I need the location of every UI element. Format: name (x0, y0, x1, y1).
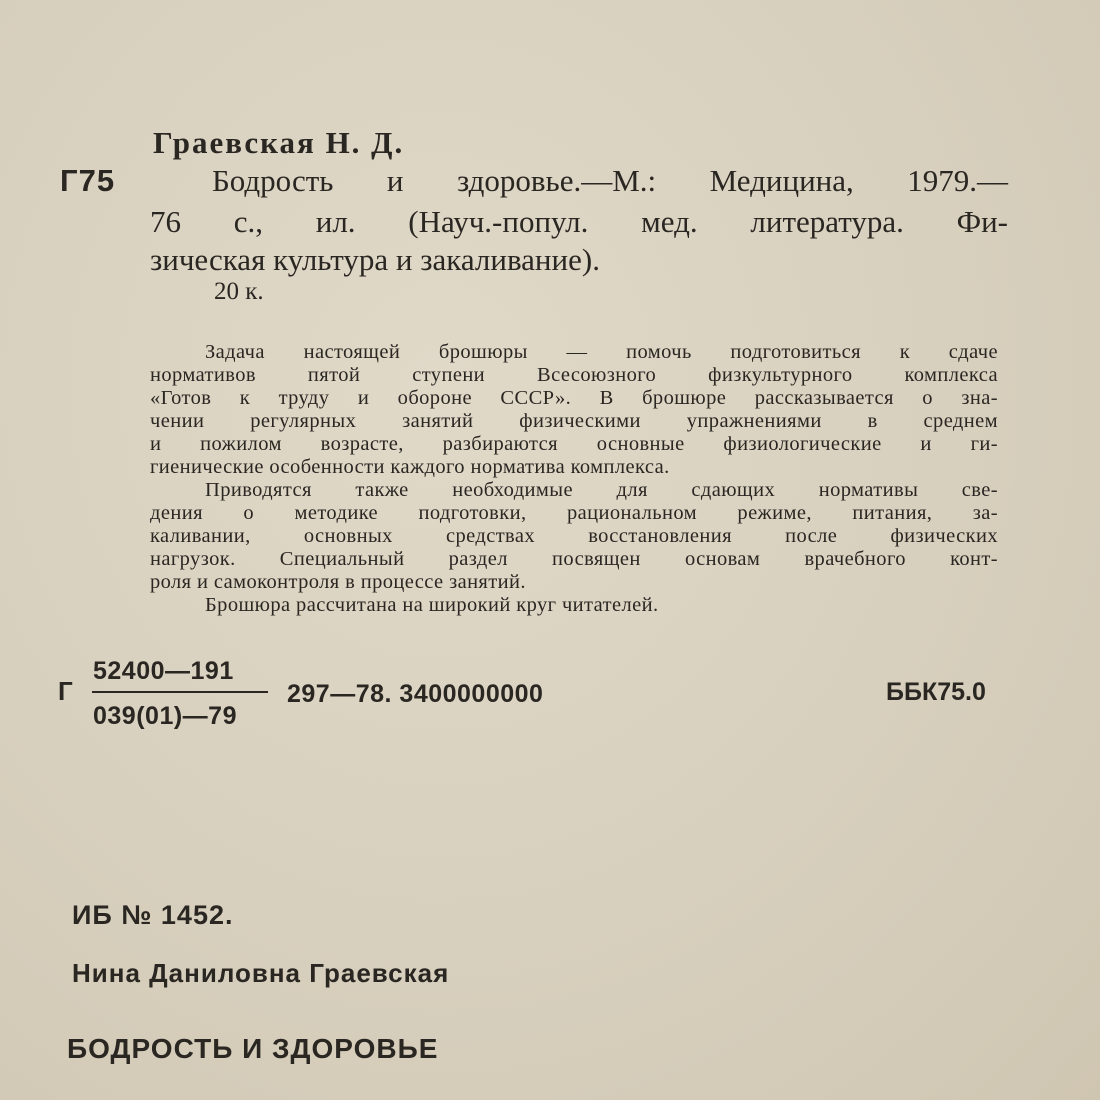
author-full-name: Нина Даниловна Граевская (72, 958, 450, 988)
annotation-line: Приводятся также необходимые для сдающих нормативы све- (205, 479, 998, 501)
book-title: БОДРОСТЬ И ЗДОРОВЬЕ (67, 1033, 439, 1064)
catalog-middle: 297—78. 3400000000 (287, 680, 544, 708)
annotation-line: «Готов к труду и обороне СССР». В брошюре рассказывается о зна- (150, 387, 998, 409)
annotation-line: Задача настоящей брошюры — помочь подготовиться к сдаче (205, 341, 998, 363)
annotation-line: дения о методике подготовки, рациональном режиме, питания, за- (150, 502, 998, 524)
annotation-line: гиенические особенности каждого норматива комплекса. (150, 456, 670, 478)
ib-number: ИБ № 1452. (72, 900, 234, 930)
bbk-code: ББК75.0 (886, 678, 986, 706)
annotation-line: чении регулярных занятий физическими упражнениями в среднем (150, 410, 998, 432)
annotation-line: Брошюра рассчитана на широкий круг читателей. (205, 594, 659, 616)
annotation-line: нагрузок. Специальный раздел посвящен основам врачебного конт- (150, 548, 998, 570)
author-name: Граевская Н. Д. (153, 125, 405, 160)
bibliographic-line-2: 76 с., ил. (Науч.-попул. мед. литература. Фи- (150, 204, 1008, 239)
catalog-denominator: 039(01)—79 (93, 702, 237, 730)
fraction-bar (92, 691, 268, 693)
catalog-letter: Г (58, 676, 73, 706)
bibliographic-line-1: Бодрость и здоровье.—М.: Медицина, 1979.— (212, 163, 1008, 198)
catalog-numerator: 52400—191 (93, 657, 234, 685)
annotation-line: нормативов пятой ступени Всесоюзного физкультурного комплекса (150, 364, 998, 386)
bibliographic-line-3: зическая культура и закаливание). (150, 242, 600, 277)
annotation-line: и пожилом возрасте, разбираются основные физиологические и ги- (150, 433, 998, 455)
price: 20 к. (214, 278, 264, 305)
classification-code: Г75 (60, 163, 116, 198)
annotation-line: роля и самоконтроля в процессе занятий. (150, 571, 526, 593)
annotation-line: каливании, основных средствах восстановления после физических (150, 525, 998, 547)
